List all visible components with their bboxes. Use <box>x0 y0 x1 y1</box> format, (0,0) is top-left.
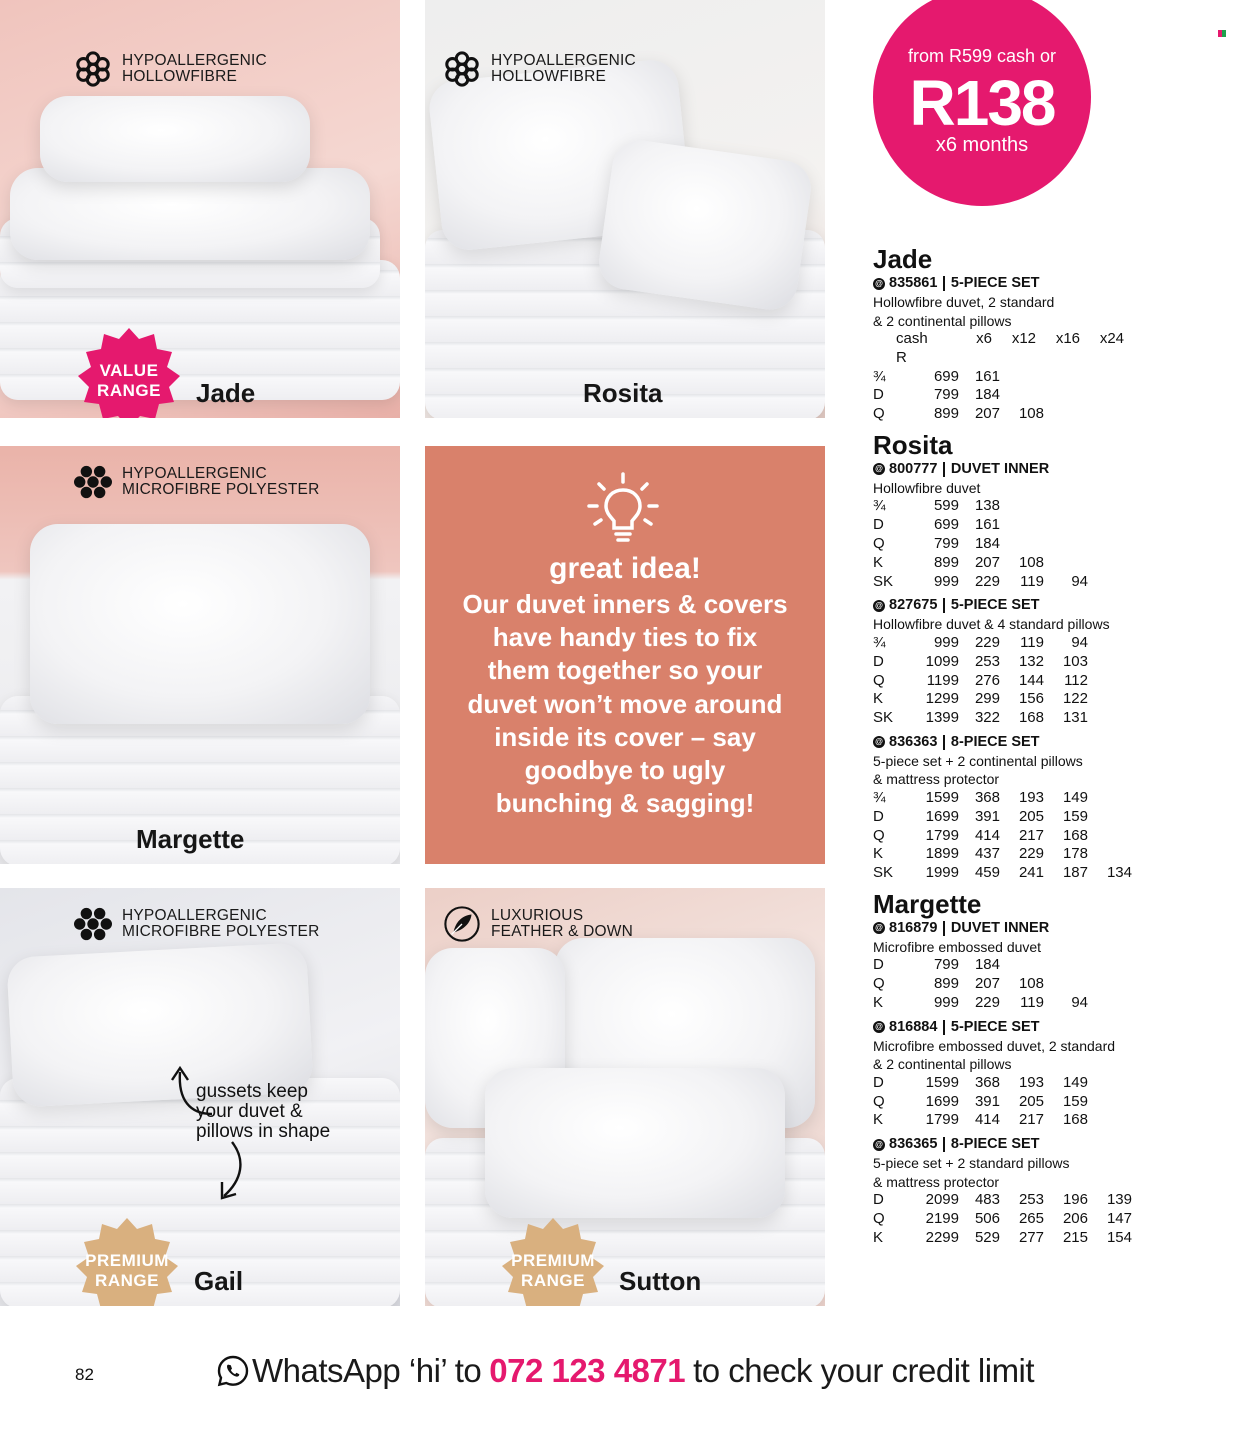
price-row: SK 1999 459 241 187 134 <box>873 864 1132 882</box>
price-row: K 2299 529 277 215 154 <box>873 1228 1132 1246</box>
corner-mark <box>1218 30 1226 37</box>
product-code: @ 800777 DUVET INNER <box>873 460 1173 479</box>
product-description: Hollowfibre duvet <box>873 479 981 496</box>
price-row: ¾ 999 229 119 94 <box>873 633 1088 651</box>
product-description: Hollowfibre duvet & 4 standard pillows <box>873 616 1110 633</box>
product-code: @ 827675 5-PIECE SET <box>873 596 1173 615</box>
catalogue-icon: @ <box>873 278 885 290</box>
gussets-callout: gussets keep your duvet & pillows in shape <box>196 1081 331 1142</box>
catalogue-icon: @ <box>873 736 885 748</box>
price-row: K 899 207 108 <box>873 553 1044 571</box>
product-code: @ 835861 5-PIECE SET <box>873 274 1173 293</box>
product-name: Rosita <box>583 378 663 408</box>
page-number: 82 <box>75 1365 94 1384</box>
feature-label: HYPOALLERGENIC HOLLOWFIBRE <box>443 50 636 88</box>
price-row: D 1099 253 132 103 <box>873 652 1088 670</box>
price-row: D 799 184 <box>873 386 1000 404</box>
premium-range-badge: PREMIUM RANGE <box>74 1218 180 1306</box>
catalogue-icon: @ <box>873 1021 885 1033</box>
value-range-badge: VALUE RANGE <box>76 328 182 418</box>
price-row: K 999 229 119 94 <box>873 994 1088 1012</box>
product-description: 5-piece set + 2 standard pillows & mattress protector <box>873 1155 1070 1190</box>
price-row: D 1699 391 205 159 <box>873 807 1088 825</box>
price-row: D 2099 483 253 196 139 <box>873 1191 1132 1209</box>
price-row: D 1599 368 193 149 <box>873 1073 1088 1091</box>
feature-label: HYPOALLERGENIC MICROFIBRE POLYESTER <box>74 905 320 943</box>
product-code: @ 836365 8-PIECE SET <box>873 1135 1173 1154</box>
hollowfibre-icon <box>443 50 481 88</box>
price-row: Q 1699 391 205 159 <box>873 1092 1088 1110</box>
product-description: Microfibre embossed duvet <box>873 938 1042 955</box>
product-tile-sutton[interactable] <box>425 888 825 1306</box>
great-idea-title: great idea! <box>549 552 701 585</box>
product-description: 5-piece set + 2 continental pillows & mattress protector <box>873 752 1083 788</box>
premium-range-badge: PREMIUM RANGE <box>500 1218 606 1306</box>
great-idea-text: Our duvet inners & covers have handy ties to fix them together so your duvet won’t move around inside its cover – say goodbye to ugly bunching & sagging! <box>462 589 788 819</box>
price-row: K 1799 414 217 168 <box>873 1111 1088 1129</box>
price-list <box>873 244 1173 1248</box>
microfibre-icon <box>74 463 112 501</box>
price-row: ¾ 1599 368 193 149 <box>873 788 1088 806</box>
promo-term: x6 months <box>935 134 1029 156</box>
price-row: SK 999 229 119 94 <box>873 572 1088 590</box>
price-row: D 799 184 <box>873 956 1000 974</box>
price-row: Q 799 184 <box>873 535 1000 553</box>
product-tile-rosita[interactable] <box>425 0 825 418</box>
whatsapp-line[interactable]: WhatsApp ‘hi’ to 072 123 4871 to check your credit limit <box>216 1352 1034 1390</box>
product-title: Rosita <box>873 429 953 460</box>
lightbulb-icon <box>585 472 661 548</box>
credit-promo-circle <box>873 0 1091 206</box>
product-title: Margette <box>873 888 982 919</box>
product-name: Sutton <box>619 1266 702 1296</box>
price-row: Q 1199 276 144 112 <box>873 671 1088 689</box>
price-row: K 1899 437 229 178 <box>873 845 1088 863</box>
product-tile-jade[interactable] <box>0 0 400 418</box>
catalogue-icon: @ <box>873 463 885 475</box>
product-name: Jade <box>196 378 256 408</box>
price-row: Q 2199 506 265 206 147 <box>873 1210 1132 1228</box>
product-tile-margette[interactable] <box>0 446 400 864</box>
price-header-row: cash R x6 x12 x16 x24 <box>896 330 1124 366</box>
product-name: Gail <box>194 1266 244 1296</box>
price-row: SK 1399 322 168 131 <box>873 709 1088 727</box>
product-code: @ 816879 DUVET INNER <box>873 919 1173 938</box>
phone-number[interactable]: 072 123 4871 <box>489 1352 686 1389</box>
product-name: Margette <box>136 824 245 854</box>
product-code: @ 816884 5-PIECE SET <box>873 1018 1173 1037</box>
catalogue-icon: @ <box>873 1139 885 1151</box>
price-row: ¾ 599 138 <box>873 497 1000 515</box>
product-tile-gail[interactable] <box>0 888 400 1306</box>
price-row: Q 1799 414 217 168 <box>873 826 1088 844</box>
price-row: ¾ 699 161 <box>873 367 1000 385</box>
product-description: Microfibre embossed duvet, 2 standard & 2 continental pillows <box>873 1037 1116 1073</box>
price-row: Q 899 207 108 <box>873 405 1044 423</box>
catalogue-icon: @ <box>873 600 885 612</box>
product-description: Hollowfibre duvet, 2 standard & 2 continental pillows <box>873 294 1055 329</box>
feature-label: LUXURIOUS FEATHER & DOWN <box>443 905 633 943</box>
whatsapp-icon <box>216 1354 250 1388</box>
promo-from-text: from R599 cash or <box>907 46 1057 66</box>
feature-label: HYPOALLERGENIC HOLLOWFIBRE <box>74 50 267 88</box>
footer <box>0 1350 1250 1394</box>
hollowfibre-icon <box>74 50 112 88</box>
price-row: D 699 161 <box>873 516 1000 534</box>
product-code: @ 836363 8-PIECE SET <box>873 733 1173 752</box>
product-title: Jade <box>873 244 933 274</box>
feather-icon <box>443 905 481 943</box>
catalogue-icon: @ <box>873 922 885 934</box>
price-row: K 1299 299 156 122 <box>873 690 1088 708</box>
microfibre-icon <box>74 905 112 943</box>
curved-arrow-icon <box>212 1140 248 1202</box>
feature-label: HYPOALLERGENIC MICROFIBRE POLYESTER <box>74 463 320 501</box>
price-row: Q 899 207 108 <box>873 975 1044 993</box>
promo-amount: R138 <box>909 67 1055 139</box>
